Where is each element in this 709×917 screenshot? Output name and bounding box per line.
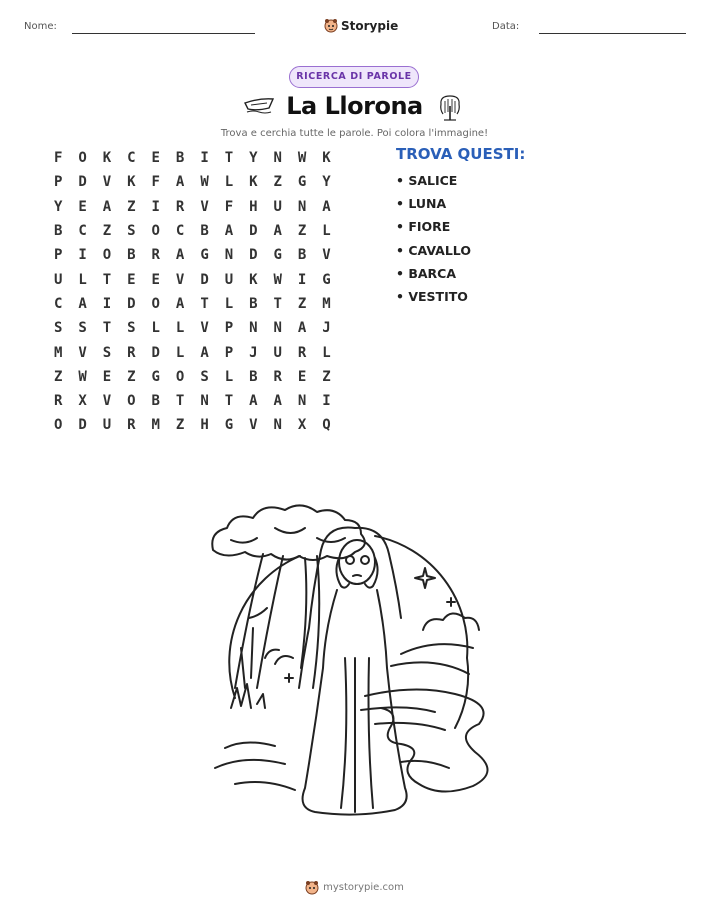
grid-cell[interactable]: A — [273, 393, 282, 410]
grid-cell[interactable]: D — [249, 247, 258, 264]
grid-cell[interactable]: J — [249, 344, 258, 361]
date-label: Data: — [492, 21, 520, 32]
grid-cell[interactable]: B — [297, 247, 307, 264]
grid-cell[interactable]: Z — [127, 198, 136, 215]
grid-cell[interactable]: T — [200, 295, 209, 312]
woman-hair — [299, 527, 401, 688]
grid-row — [46, 365, 339, 389]
grid-row — [46, 316, 339, 340]
word-search-grid — [46, 146, 339, 438]
grid-cell[interactable]: L — [224, 295, 234, 312]
grid-cell[interactable]: C — [127, 150, 136, 167]
grid-cell[interactable]: V — [175, 271, 185, 288]
grid-cell[interactable]: V — [200, 320, 209, 337]
grid-cell[interactable]: W — [78, 368, 87, 385]
grid-cell[interactable]: E — [297, 368, 307, 385]
grid-cell[interactable]: I — [297, 271, 307, 288]
grid-cell[interactable]: N — [273, 150, 282, 167]
grid-cell[interactable]: R — [175, 198, 185, 215]
word-item: • BARCA — [396, 265, 457, 281]
grid-cell[interactable]: V — [249, 417, 258, 434]
grid-cell[interactable]: V — [102, 393, 112, 410]
grid-cell[interactable]: N — [249, 320, 258, 337]
grid-cell[interactable]: I — [322, 393, 331, 410]
grid-row — [46, 413, 339, 437]
grid-cell[interactable]: X — [78, 393, 87, 410]
grid-cell[interactable]: M — [53, 344, 63, 361]
page-title: La Llorona — [286, 92, 423, 120]
grid-cell[interactable]: P — [224, 320, 234, 337]
grid-cell[interactable]: K — [249, 174, 258, 191]
grid-cell[interactable]: O — [102, 247, 112, 264]
grid-row — [46, 195, 339, 219]
grid-cell[interactable]: P — [53, 174, 63, 191]
grid-cell[interactable]: A — [249, 393, 258, 410]
grid-cell[interactable]: K — [249, 271, 258, 288]
grid-cell[interactable]: Z — [297, 223, 307, 240]
grid-cell[interactable]: L — [78, 271, 87, 288]
grid-cell[interactable]: J — [322, 320, 331, 337]
grid-cell[interactable]: V — [78, 344, 87, 361]
grid-row — [46, 389, 339, 413]
grid-cell[interactable]: S — [127, 320, 136, 337]
grid-cell[interactable]: N — [297, 393, 307, 410]
grid-cell[interactable]: A — [297, 320, 307, 337]
grid-cell[interactable]: S — [102, 344, 112, 361]
grid-cell[interactable]: S — [78, 320, 87, 337]
grid-cell[interactable]: Z — [102, 223, 112, 240]
grid-cell[interactable]: E — [78, 198, 87, 215]
grid-cell[interactable]: N — [224, 247, 234, 264]
word-item: • FIORE — [396, 219, 451, 235]
grid-cell[interactable]: O — [151, 223, 160, 240]
grid-cell[interactable]: T — [175, 393, 185, 410]
grid-cell[interactable]: N — [200, 393, 209, 410]
grid-cell[interactable]: O — [175, 368, 185, 385]
grid-cell[interactable]: Q — [322, 417, 331, 434]
grid-row — [46, 219, 339, 243]
grid-cell[interactable]: L — [175, 320, 185, 337]
grid-cell[interactable]: I — [78, 247, 87, 264]
grid-cell[interactable]: E — [151, 271, 160, 288]
grid-cell[interactable]: A — [102, 198, 112, 215]
grid-cell[interactable]: O — [53, 417, 63, 434]
grid-cell[interactable]: O — [151, 295, 160, 312]
grid-cell[interactable]: R — [53, 393, 63, 410]
grid-cell[interactable]: Z — [322, 368, 331, 385]
word-item: • SALICE — [396, 173, 458, 188]
grid-cell[interactable]: G — [200, 247, 209, 264]
willow-tree-icon — [436, 92, 464, 122]
grid-cell[interactable]: L — [151, 320, 160, 337]
grid-cell[interactable]: H — [200, 417, 209, 434]
grid-cell[interactable]: L — [224, 174, 234, 191]
grid-cell[interactable]: A — [322, 198, 331, 215]
grid-cell[interactable]: P — [224, 344, 234, 361]
grid-cell[interactable]: B — [200, 223, 209, 240]
grid-cell[interactable]: A — [175, 295, 185, 312]
grid-cell[interactable]: Z — [273, 174, 282, 191]
grid-cell[interactable]: A — [273, 223, 282, 240]
grid-cell[interactable]: B — [53, 223, 63, 240]
grid-cell[interactable]: G — [322, 271, 331, 288]
grid-cell[interactable]: U — [273, 344, 282, 361]
grid-cell[interactable]: E — [151, 150, 160, 167]
storypie-mascot-icon — [324, 18, 338, 33]
word-item: • LUNA — [396, 196, 447, 212]
grid-cell[interactable]: F — [53, 150, 63, 167]
grid-cell[interactable]: K — [322, 150, 331, 167]
grid-cell[interactable]: R — [151, 247, 160, 264]
sparkle — [415, 568, 435, 588]
grid-cell[interactable]: F — [224, 198, 234, 215]
grid-row — [46, 170, 339, 194]
grid-cell[interactable]: T — [273, 295, 282, 312]
name-label: Nome: — [24, 21, 57, 32]
category-badge: RICERCA DI PAROLE — [289, 66, 419, 88]
grid-cell[interactable]: M — [322, 295, 331, 312]
grid-cell[interactable]: A — [78, 295, 87, 312]
grid-cell[interactable]: D — [78, 174, 87, 191]
river — [365, 689, 488, 791]
grid-cell[interactable]: G — [273, 247, 282, 264]
grid-cell[interactable]: T — [224, 393, 234, 410]
grid-cell[interactable]: C — [78, 223, 87, 240]
storypie-mascot-icon — [305, 880, 319, 895]
grid-cell[interactable]: A — [224, 223, 234, 240]
grid-row — [46, 243, 339, 267]
grid-cell[interactable]: Z — [53, 368, 63, 385]
grid-cell[interactable]: Y — [249, 150, 258, 167]
word-list-heading: TROVA QUESTI: — [396, 145, 526, 163]
name-line — [72, 33, 255, 34]
grid-cell[interactable]: Y — [322, 174, 331, 191]
grid-cell[interactable]: X — [297, 417, 307, 434]
grid-cell[interactable]: U — [102, 417, 112, 434]
grid-cell[interactable]: B — [249, 368, 258, 385]
grid-cell[interactable]: N — [297, 198, 307, 215]
grid-cell[interactable]: R — [127, 344, 136, 361]
grid-cell[interactable]: E — [102, 368, 112, 385]
grid-cell[interactable]: P — [53, 247, 63, 264]
grid-cell[interactable]: G — [151, 368, 160, 385]
grid-cell[interactable]: L — [224, 368, 234, 385]
brand-logo — [324, 18, 398, 33]
grid-cell[interactable]: K — [127, 174, 136, 191]
footer — [0, 880, 709, 895]
grid-cell[interactable]: W — [297, 150, 307, 167]
grid-cell[interactable]: C — [53, 295, 63, 312]
grid-cell[interactable]: A — [175, 247, 185, 264]
grid-cell[interactable]: M — [151, 417, 160, 434]
grid-cell[interactable]: S — [53, 320, 63, 337]
coloring-illustration — [205, 498, 505, 828]
grid-cell[interactable]: D — [78, 417, 87, 434]
word-list — [396, 145, 525, 308]
date-line — [539, 33, 686, 34]
grid-cell[interactable]: T — [102, 271, 112, 288]
word-item: • VESTITO — [396, 288, 468, 304]
grid-cell[interactable]: N — [273, 417, 282, 434]
grid-cell[interactable]: W — [273, 271, 282, 288]
grid-row — [46, 146, 339, 170]
bushes — [423, 613, 479, 630]
grid-cell[interactable]: D — [200, 271, 209, 288]
grid-row — [46, 340, 339, 364]
grid-cell[interactable]: U — [224, 271, 234, 288]
grid-cell[interactable]: B — [249, 295, 258, 312]
grid-cell[interactable]: D — [249, 223, 258, 240]
grid-cell[interactable]: L — [175, 344, 185, 361]
grid-cell[interactable]: L — [322, 223, 331, 240]
worksheet-header — [0, 18, 709, 38]
grid-cell[interactable]: H — [249, 198, 258, 215]
grid-cell[interactable]: T — [224, 150, 234, 167]
grid-cell[interactable]: B — [127, 247, 136, 264]
grid-cell[interactable]: Z — [127, 368, 136, 385]
grid-row — [46, 267, 339, 291]
grid-cell[interactable]: R — [127, 417, 136, 434]
grid-cell[interactable]: R — [297, 344, 307, 361]
instructions-text: Trova e cerchia tutte le parole. Poi colora l'immagine! — [220, 128, 489, 139]
footer-url: mystorypie.com — [323, 882, 404, 893]
grid-cell[interactable]: K — [102, 150, 112, 167]
grid-cell[interactable]: S — [127, 223, 136, 240]
grid-cell[interactable]: W — [200, 174, 209, 191]
title-row — [0, 92, 709, 124]
grid-cell[interactable]: U — [273, 198, 282, 215]
grid-cell[interactable]: E — [127, 271, 136, 288]
grid-cell[interactable]: I — [200, 150, 209, 167]
grid-cell[interactable]: F — [151, 174, 160, 191]
grid-cell[interactable]: V — [200, 198, 209, 215]
woman-face — [339, 540, 375, 584]
brand-name: Storypie — [341, 18, 399, 33]
grid-cell[interactable]: O — [127, 393, 136, 410]
grid-cell[interactable]: D — [151, 344, 160, 361]
grid-cell[interactable]: Z — [297, 295, 307, 312]
grid-cell[interactable]: V — [322, 247, 331, 264]
word-item: • CAVALLO — [396, 242, 471, 258]
grid-cell[interactable]: G — [297, 174, 307, 191]
grid-cell[interactable]: D — [127, 295, 136, 312]
grid-cell[interactable]: I — [102, 295, 112, 312]
grid-cell[interactable]: O — [78, 150, 87, 167]
grid-cell[interactable]: I — [151, 198, 160, 215]
grid-cell[interactable]: A — [200, 344, 209, 361]
grid-row — [46, 292, 339, 316]
grid-cell[interactable]: Y — [53, 198, 63, 215]
grid-cell[interactable]: U — [53, 271, 63, 288]
grid-cell[interactable]: Z — [175, 417, 185, 434]
grid-cell[interactable]: V — [102, 174, 112, 191]
grid-cell[interactable]: R — [273, 368, 282, 385]
grid-cell[interactable]: B — [151, 393, 160, 410]
grid-cell[interactable]: S — [200, 368, 209, 385]
grid-cell[interactable]: N — [273, 320, 282, 337]
grid-cell[interactable]: A — [175, 174, 185, 191]
grid-cell[interactable]: T — [102, 320, 112, 337]
grid-cell[interactable]: L — [322, 344, 331, 361]
grid-cell[interactable]: G — [224, 417, 234, 434]
grid-cell[interactable]: C — [175, 223, 185, 240]
grid-cell[interactable]: B — [175, 150, 185, 167]
